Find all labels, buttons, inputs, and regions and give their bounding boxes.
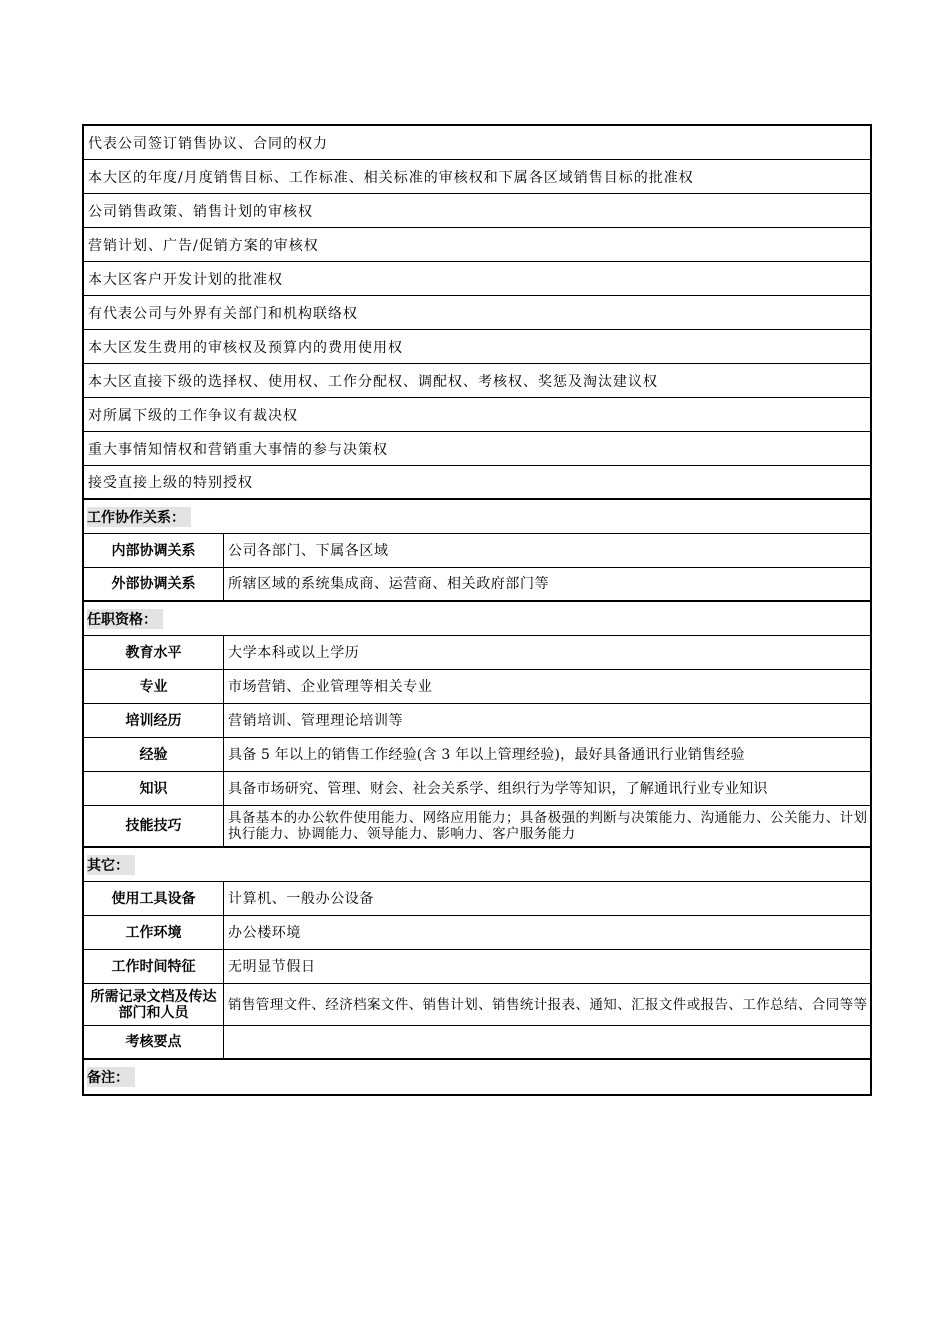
row-value: 市场营销、企业管理等相关专业 bbox=[228, 678, 433, 695]
row-value: 办公楼环境 bbox=[228, 924, 301, 941]
section-title: 工作协作关系： bbox=[87, 507, 191, 527]
authority-row bbox=[84, 398, 870, 432]
job-description-table bbox=[82, 124, 872, 1096]
cooperation-row bbox=[84, 568, 870, 602]
other-row bbox=[84, 1026, 870, 1060]
row-label: 工作环境 bbox=[84, 916, 224, 949]
qualification-row bbox=[84, 704, 870, 738]
row-label: 教育水平 bbox=[84, 636, 224, 669]
section-header-cooperation bbox=[84, 500, 870, 534]
row-value: 计算机、一般办公设备 bbox=[228, 890, 374, 907]
row-label: 技能技巧 bbox=[84, 806, 224, 846]
authority-row bbox=[84, 160, 870, 194]
section-title: 任职资格： bbox=[87, 609, 163, 629]
row-value: 具备 5 年以上的销售工作经验(含 3 年以上管理经验)，最好具备通讯行业销售经验 bbox=[228, 746, 745, 763]
row-label: 工作时间特征 bbox=[84, 950, 224, 983]
row-value bbox=[224, 1026, 870, 1058]
row-value: 销售管理文件、经济档案文件、销售计划、销售统计报表、通知、汇报文件或报告、工作总结、合同等等 bbox=[228, 996, 868, 1013]
section-header-remarks bbox=[84, 1060, 870, 1094]
row-label: 培训经历 bbox=[84, 704, 224, 737]
other-row bbox=[84, 950, 870, 984]
other-row bbox=[84, 882, 870, 916]
row-label: 外部协调关系 bbox=[84, 568, 224, 600]
qualification-row bbox=[84, 772, 870, 806]
row-label: 专业 bbox=[84, 670, 224, 703]
authority-item: 对所属下级的工作争议有裁决权 bbox=[88, 407, 298, 424]
row-value: 无明显节假日 bbox=[228, 958, 316, 975]
authority-row bbox=[84, 194, 870, 228]
row-label: 经验 bbox=[84, 738, 224, 771]
row-label: 内部协调关系 bbox=[84, 534, 224, 567]
authority-item: 接受直接上级的特别授权 bbox=[88, 475, 253, 491]
qualification-row bbox=[84, 806, 870, 848]
other-row bbox=[84, 916, 870, 950]
row-label: 所需记录文档及传达部门和人员 bbox=[84, 984, 224, 1025]
row-label: 考核要点 bbox=[84, 1026, 224, 1058]
section-title: 备注： bbox=[87, 1067, 135, 1087]
qualification-row bbox=[84, 670, 870, 704]
authority-row bbox=[84, 296, 870, 330]
cooperation-row bbox=[84, 534, 870, 568]
authority-row bbox=[84, 432, 870, 466]
row-value: 大学本科或以上学历 bbox=[228, 644, 360, 661]
row-label: 使用工具设备 bbox=[84, 882, 224, 915]
authority-item: 营销计划、广告/促销方案的审核权 bbox=[88, 237, 319, 254]
authority-item: 本大区发生费用的审核权及预算内的费用使用权 bbox=[88, 339, 403, 356]
qualification-row bbox=[84, 738, 870, 772]
authority-row bbox=[84, 262, 870, 296]
row-value: 所辖区域的系统集成商、运营商、相关政府部门等 bbox=[228, 576, 550, 592]
authority-item: 重大事情知情权和营销重大事情的参与决策权 bbox=[88, 441, 388, 458]
other-row bbox=[84, 984, 870, 1026]
section-header-other bbox=[84, 848, 870, 882]
authority-item: 本大区直接下级的选择权、使用权、工作分配权、调配权、考核权、奖惩及淘汰建议权 bbox=[88, 373, 658, 390]
section-header-qualification bbox=[84, 602, 870, 636]
authority-item: 代表公司签订销售协议、合同的权力 bbox=[88, 135, 328, 152]
authority-row bbox=[84, 364, 870, 398]
authority-row bbox=[84, 466, 870, 500]
row-value: 公司各部门、下属各区域 bbox=[228, 542, 389, 559]
authority-item: 公司销售政策、销售计划的审核权 bbox=[88, 203, 313, 220]
authority-row bbox=[84, 330, 870, 364]
authority-row bbox=[84, 228, 870, 262]
row-value: 具备基本的办公软件使用能力、网络应用能力；具备极强的判断与决策能力、沟通能力、公关能力、计划执行能力、协调能力、领导能力、影响力、客户服务能力 bbox=[228, 810, 868, 842]
authority-item: 本大区的年度/月度销售目标、工作标准、相关标准的审核权和下属各区域销售目标的批准权 bbox=[88, 169, 694, 186]
qualification-row bbox=[84, 636, 870, 670]
row-value: 营销培训、管理理论培训等 bbox=[228, 712, 404, 729]
row-value: 具备市场研究、管理、财会、社会关系学、组织行为学等知识，了解通讯行业专业知识 bbox=[228, 780, 768, 797]
authority-row bbox=[84, 126, 870, 160]
section-title: 其它： bbox=[87, 855, 135, 875]
authority-item: 本大区客户开发计划的批准权 bbox=[88, 271, 283, 288]
row-label: 知识 bbox=[84, 772, 224, 805]
authority-item: 有代表公司与外界有关部门和机构联络权 bbox=[88, 305, 358, 322]
